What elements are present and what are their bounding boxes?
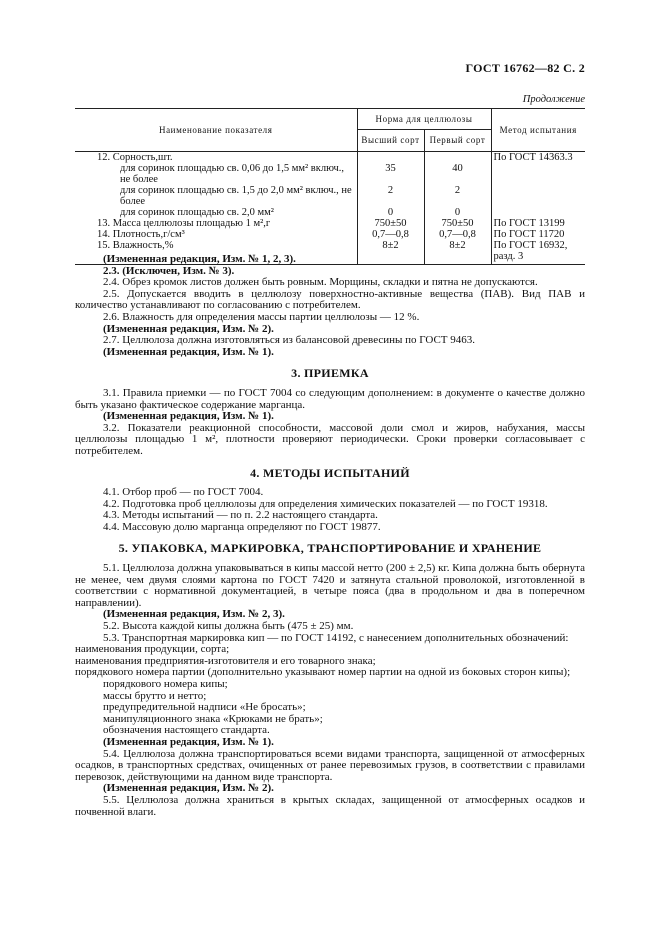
list-item: наименования продукции, сорта;: [75, 643, 230, 656]
clause-3-1: 3.1. Правила приемки — по ГОСТ 7004 со следующим дополнением: в документе о качестве должно быть указано фактическое содержание марганца.: [75, 386, 585, 411]
document-body: [75, 254, 585, 818]
table-row: [75, 163, 585, 185]
amendment-note: (Измененная редакция, Изм. № 1).: [103, 410, 274, 423]
list-item: обозначения настоящего стандарта.: [103, 724, 270, 737]
row-method: По ГОСТ 16932, разд. 3: [491, 240, 585, 265]
table-row: [75, 185, 585, 207]
row-method: По ГОСТ 13199: [491, 218, 585, 229]
col-header-method: Метод испытания: [491, 109, 585, 152]
table-row: [75, 218, 585, 229]
row-method: [491, 163, 585, 185]
clause-4-1: 4.1. Отбор проб — по ГОСТ 7004.: [103, 486, 264, 499]
row-high: 2: [357, 185, 424, 207]
clause-2-3: 2.3. (Исключен, Изм. № 3).: [103, 264, 235, 277]
col-header-high: Высший сорт: [357, 130, 424, 152]
clause-2-5: 2.5. Допускается вводить в целлюлозу поверхностно-активные вещества (ПАВ). Вид ПАВ и количество устанавливают по согласованию с потребителем.: [75, 287, 585, 312]
clause-5-3: 5.3. Транспортная маркировка кип — по ГОСТ 14192, с нанесением дополнительных обозначений:: [103, 631, 569, 644]
row-first: 0,7—0,8: [424, 229, 491, 240]
table-row: [75, 229, 585, 240]
row-name: 13. Масса целлюлозы площадью 1 м²,г: [97, 218, 271, 229]
clause-4-4: 4.4. Массовую долю марганца определяют по ГОСТ 19877.: [103, 520, 381, 533]
table-row: [75, 152, 585, 164]
clause-2-7: 2.7. Целлюлоза должна изготовляться из балансовой древесины по ГОСТ 9463.: [103, 334, 475, 347]
section-heading-3: 3. ПРИЕМКА: [291, 366, 369, 381]
clause-5-2: 5.2. Высота каждой кипы должна быть (475 ± 25) мм.: [103, 620, 354, 633]
row-high: 8±2: [357, 240, 424, 265]
clause-5-1: 5.1. Целлюлоза должна упаковываться в кипы массой нетто (200 ± 2,5) кг. Кипа должна быть обернута не менее, чем двумя слоями картона по ГОСТ 7420 и затянута стальной проволокой, изготовленной в соответствии с нормативной документацией, в четыре пояса (два в продольном и два в поперечном направлении).: [75, 562, 585, 609]
clause-5-4: 5.4. Целлюлоза должна транспортироваться всеми видами транспорта, защищенной от атмосферных осадков, в транспортных средствах, очищенных от ранее перевозимых грузов, в соответствии с правилами перевозок, действующими на данном виде транспорта.: [75, 747, 585, 783]
clause-4-2: 4.2. Подготовка проб целлюлозы для определения химических показателей — по ГОСТ 19318.: [103, 497, 548, 510]
clause-2-4: 2.4. Обрез кромок листов должен быть ровным. Морщины, складки и пятна не допускаются.: [103, 276, 538, 289]
page-header: ГОСТ 16762—82 С. 2: [465, 61, 585, 75]
list-item: манипуляционного знака «Крюками не брать»;: [103, 712, 323, 725]
list-item: предупредительной надписи «Не бросать»;: [103, 701, 306, 714]
row-name: 15. Влажность,%: [75, 240, 357, 265]
row-method: [491, 207, 585, 218]
section-heading-5: 5. УПАКОВКА, МАРКИРОВКА, ТРАНСПОРТИРОВАНИЕ И ХРАНЕНИЕ: [118, 541, 542, 556]
row-name: для соринок площадью св. 2,0 мм²: [120, 207, 274, 218]
row-high: 0,7—0,8: [357, 229, 424, 240]
list-item: наименования предприятия-изготовителя и его товарного знака;: [75, 654, 376, 667]
row-high: 35: [357, 163, 424, 185]
row-name: 12. Сорность,шт.: [97, 152, 173, 163]
amendment-note: (Измененная редакция, Изм. № 2).: [103, 322, 274, 335]
row-name: 14. Плотность,г/см³: [97, 229, 185, 240]
list-item: порядкового номера партии (дополнительно указывают номер партии на одной из боковых сторон кипы);: [75, 666, 571, 679]
row-first: 0: [424, 207, 491, 218]
list-item: массы брутто и нетто;: [103, 689, 207, 702]
amendment-note: (Измененная редакция, Изм. № 1, 2, 3).: [103, 253, 296, 265]
row-method: По ГОСТ 11720: [491, 229, 585, 240]
row-first: 750±50: [424, 218, 491, 229]
row-method: [491, 185, 585, 207]
amendment-note: (Измененная редакция, Изм. № 1).: [103, 345, 274, 358]
col-header-norm: Норма для целлюлозы: [357, 109, 491, 130]
row-method: По ГОСТ 14363.3: [491, 152, 585, 164]
row-high: 0: [357, 207, 424, 218]
continuation-label: Продолжение: [522, 94, 585, 105]
row-name: для соринок площадью св. 0,06 до 1,5 мм² включ., не более: [120, 163, 345, 185]
amendment-note: (Измененная редакция, Изм. № 2).: [103, 782, 274, 795]
col-header-name: Наименование показателя: [75, 109, 357, 152]
row-first: 2: [424, 185, 491, 207]
row-first: [424, 152, 491, 164]
table-row: [75, 207, 585, 218]
row-first: 40: [424, 163, 491, 185]
specs-table: [75, 108, 585, 265]
row-first: 8±2: [424, 240, 491, 265]
list-item: порядкового номера кипы;: [103, 678, 228, 690]
clause-3-2: 3.2. Показатели реакционной способности, массовой доли смол и жиров, набухания, массы целлюлозы площадью 1 м², плотности проверяют периодически. Сроки проверки согласовывает с потребителем.: [75, 421, 585, 457]
row-high: [357, 152, 424, 164]
amendment-note: (Измененная редакция, Изм. № 1).: [103, 735, 274, 748]
col-header-first: Первый сорт: [424, 130, 491, 152]
section-heading-4: 4. МЕТОДЫ ИСПЫТАНИЙ: [250, 465, 410, 480]
amendment-note: (Измененная редакция, Изм. № 2, 3).: [103, 608, 285, 621]
clause-4-3: 4.3. Методы испытаний — по п. 2.2 настоящего стандарта.: [103, 509, 378, 522]
row-high: 750±50: [357, 218, 424, 229]
clause-2-6: 2.6. Влажность для определения массы партии целлюлозы — 12 %.: [103, 310, 420, 323]
row-name: для соринок площадью св. 1,5 до 2,0 мм² включ., не более: [120, 185, 352, 207]
clause-5-5: 5.5. Целлюлоза должна храниться в крытых складах, защищенной от атмосферных осадков и почвенной влаги.: [75, 793, 585, 818]
